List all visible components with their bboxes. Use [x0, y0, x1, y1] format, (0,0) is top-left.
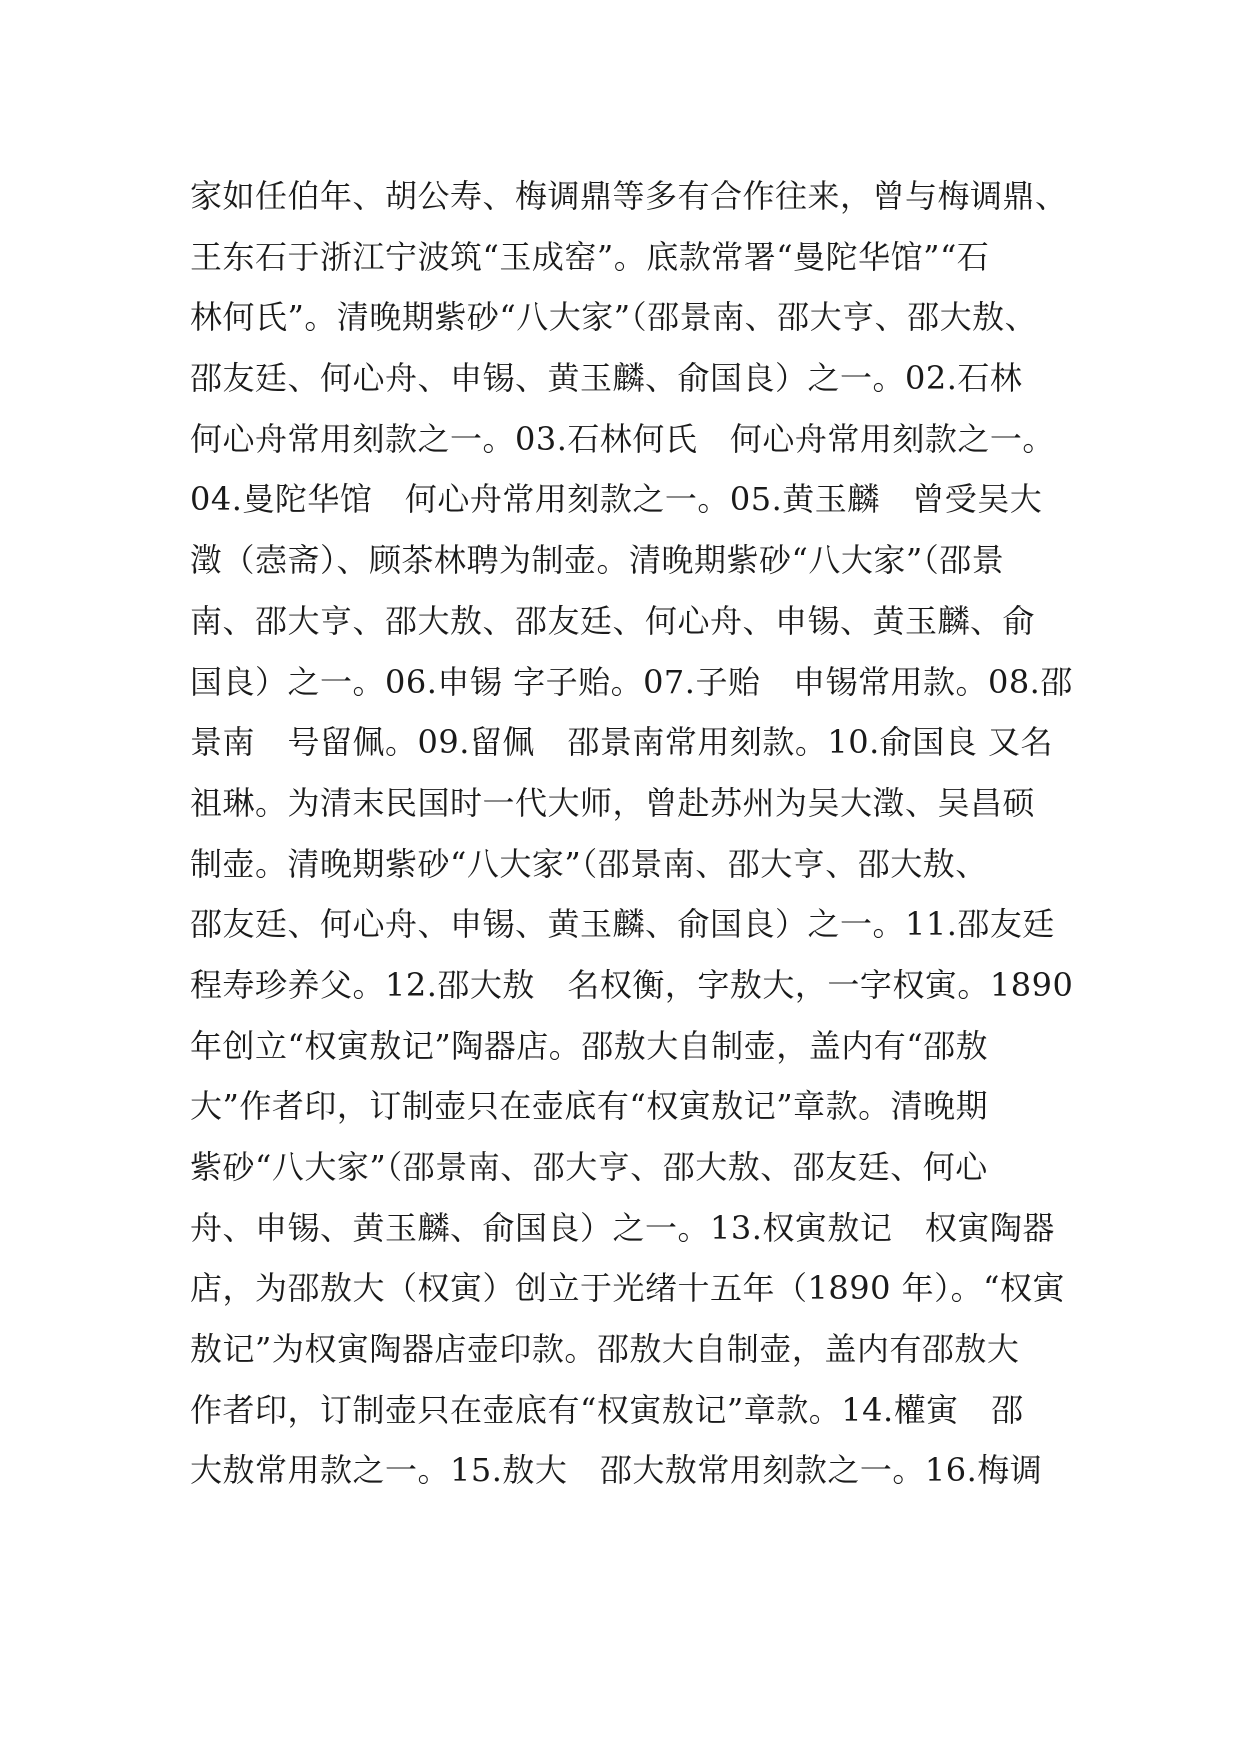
text-line-3: 林何氏”。清晚期紫砂“八大家”（邵景南、邵大亨、邵大敖、 [190, 298, 1038, 337]
text-line-15: 年创立“权寅敖记”陶器店。邵敖大自制壶，盖内有“邵敖 [190, 1026, 989, 1065]
text-line-9: 国良）之一。06.申锡 字子贻。07.子贻 申锡常用款。08.邵 [190, 662, 1073, 701]
text-line-8: 南、邵大亨、邵大敖、邵友廷、何心舟、申锡、黄玉麟、俞 [190, 601, 1036, 640]
text-line-1: 家如任伯年、胡公寿、梅调鼎等多有合作往来，曾与梅调鼎、 [190, 177, 1068, 215]
text-line-18: 舟、申锡、黄玉麟、俞国良）之一。13.权寅敖记 权寅陶器 [190, 1208, 1055, 1247]
text-line-12: 制壶。清晚期紫砂“八大家”（邵景南、邵大亨、邵大敖、 [190, 844, 988, 883]
text-line-4: 邵友廷、何心舟、申锡、黄玉麟、俞国良）之一。02.石林 [190, 359, 1023, 398]
text-line-17: 紫砂“八大家”（邵景南、邵大亨、邵大敖、邵友廷、何心 [190, 1148, 988, 1186]
text-line-13: 邵友廷、何心舟、申锡、黄玉麟、俞国良）之一。11.邵友廷 [190, 905, 1055, 944]
text-line-11: 祖琳。为清末民国时一代大师，曾赴苏州为吴大澂、吴昌硕 [190, 783, 1036, 822]
text-line-22: 大敖常用款之一。15.敖大 邵大敖常用刻款之一。16.梅调 [190, 1451, 1043, 1490]
text-line-7: 澂（悫斋）、顾茶林聘为制壶。清晚期紫砂“八大家”（邵景 [190, 541, 1005, 580]
text-line-16: 大”作者印，订制壶只在壶底有“权寅敖记”章款。清晚期 [190, 1087, 989, 1126]
text-line-5: 何心舟常用刻款之一。03.石林何氏 何心舟常用刻款之一。 [190, 419, 1055, 458]
text-line-2: 王东石于浙江宁波筑“玉成窑”。底款常署“曼陀华馆”“石 [190, 237, 990, 276]
text-line-19: 店，为邵敖大（权寅）创立于光绪十五年（1890 年）。“权寅 [190, 1269, 1065, 1308]
text-line-14: 程寿珍养父。12.邵大敖 名权衡，字敖大，一字权寅。1890 [190, 965, 1074, 1004]
text-line-10: 景南 号留佩。09.留佩 邵景南常用刻款。10.俞国良 又名 [190, 723, 1053, 762]
text-line-6: 04.曼陀华馆 何心舟常用刻款之一。05.黄玉麟 曾受吴大 [190, 480, 1043, 519]
body-text [190, 166, 1090, 1501]
text-line-21: 作者印，订制壶只在壶底有“权寅敖记”章款。14.權寅 邵 [190, 1390, 1024, 1429]
text-line-20: 敖记”为权寅陶器店壶印款。邵敖大自制壶，盖内有邵敖大 [190, 1330, 1020, 1369]
